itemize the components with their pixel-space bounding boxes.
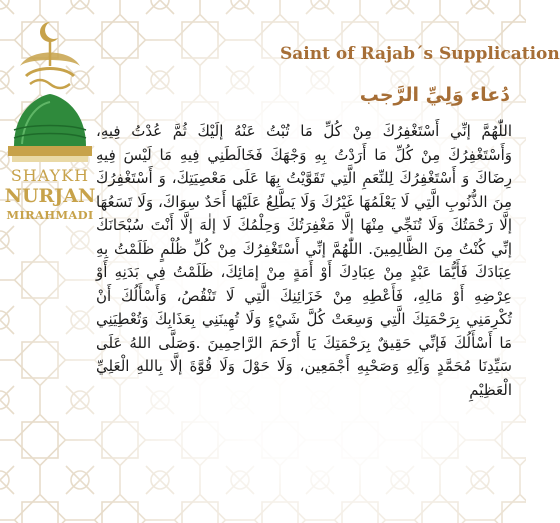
page-title-arabic: دُعاء وَلِيِّ الرَّجب xyxy=(359,84,510,106)
page-title-english: Saint of Rajab´s Supplication xyxy=(280,44,560,64)
logo-name-line2: NURJAN xyxy=(4,185,96,207)
green-dome-crescent-icon xyxy=(0,18,100,168)
logo-name-line1: SHAYKH xyxy=(10,166,90,185)
logo-name-line3: MIRAHMADI xyxy=(6,208,94,222)
supplication-text: اللّٰهُمَّ إنِّي أَسْتَغْفِرُكَ مِنْ كُلِّ مَا تُبْتُ عَنْهُ إلَيْكَ ثُمَّ عُدْتُ فِيهِ، وَأَسْتَغْفِرُكَ مِنْ كُلِّ مَا أَرَدْتُ بِهِ وَجْهَكَ فَخَالَطَنِي فِيهِ مَا لَيْسَ فِيهِ رِضَاكَ وَ أَسْتَغْفِرُكَ لِلنِّعَمِ الَّتِي تَقَوَّيْتُ بِهَا عَلَى مَعْصِيَتِكَ، وَ أَسْتَغْفِرُكَ مِنَ الذُّنُوبِ الَّتِي لَا يَعْلَمُهَا غَيْرُكَ وَلَا يَطَّلِعُ عَلَيْهَا أَحَدٌ سِوَاكَ، وَلَا تَسَعُهَا إلَّا رَحْمَتُكَ وَلَا تُنَجِّي مِنْهَا إلَّا مَغْفِرَتُكَ وَحِلْمُكَ لَا إلٰهَ إلَّا أَنْتَ سُبْحَانَكَ إنِّي كُنْتُ مِنَ الظَّالِمِينَ. اللّٰهُمَّ إنِّي أَسْتَغْفِرُكَ مِنْ كُلِّ ظُلْمٍ ظَلَمْتُ بِهِ عِبَادَكَ فَأَيُّمَا عَبْدٍ مِنْ عِبَادِكَ أَوْ أَمَةٍ مِنْ إمَائِكَ، ظَلَمْتُ فِي بَدَنِهِ أَوْ عِرْضِهِ أَوْ مَالِهِ، فَأَعْطِهِ مِنْ خَزَائِنِكَ الَّتِي لَا تَنْقُصُ، وَأَسْأَلُكَ أَنْ تُكْرِمَنِي بِرَحْمَتِكَ الَّتِي وَسِعَتْ كُلَّ شَيْءٍ وَلَا تُهِينَنِي بِعَذَابِكَ وَتُعْطِيَنِي مَا أَسْأَلُكَ فَإنِّي حَقِيقٌ بِرَحْمَتِكَ يَا أَرْحَمَ الرَّاحِمِينَ .وَصَلَّى اللهُ عَلَى سَيِّدِنَا مُحَمَّدٍ وَآلِهِ وَصَحْبِهِ أَجْمَعِين، وَلَا حَوْلَ وَلَا قُوَّةَ إلَّا بِاللهِ الْعَلِيِّ الْعَظِيْمِ xyxy=(96,122,512,399)
shaykh-logo xyxy=(0,18,100,238)
